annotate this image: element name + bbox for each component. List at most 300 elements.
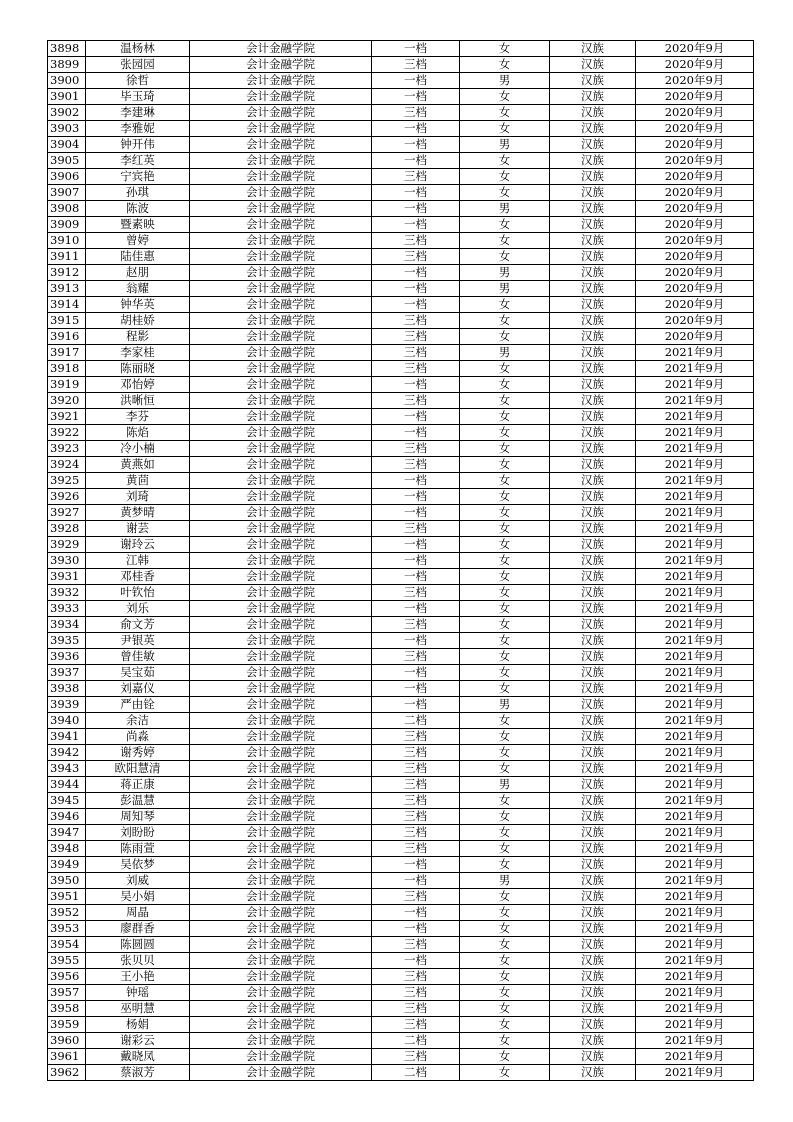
- grade-cell: 一档: [372, 921, 460, 937]
- department-cell: 会计金融学院: [190, 281, 372, 297]
- enrollment-cell: 2021年9月: [636, 361, 754, 377]
- gender-cell: 女: [460, 121, 550, 137]
- grade-cell: 三档: [372, 441, 460, 457]
- enrollment-cell: 2021年9月: [636, 441, 754, 457]
- gender-cell: 男: [460, 137, 550, 153]
- gender-cell: 女: [460, 1049, 550, 1065]
- gender-cell: 女: [460, 537, 550, 553]
- enrollment-cell: 2020年9月: [636, 57, 754, 73]
- ethnicity-cell: 汉族: [550, 697, 636, 713]
- grade-cell: 一档: [372, 281, 460, 297]
- department-cell: 会计金融学院: [190, 297, 372, 313]
- table-row: [48, 713, 754, 729]
- gender-cell: 女: [460, 585, 550, 601]
- name-cell: 毕玉琦: [86, 89, 190, 105]
- ethnicity-cell: 汉族: [550, 137, 636, 153]
- id-cell: 3904: [48, 137, 86, 153]
- enrollment-cell: 2021年9月: [636, 697, 754, 713]
- enrollment-cell: 2021年9月: [636, 761, 754, 777]
- table-row: [48, 233, 754, 249]
- grade-cell: 三档: [372, 169, 460, 185]
- name-cell: 陈波: [86, 201, 190, 217]
- name-cell: 邓怡婷: [86, 377, 190, 393]
- department-cell: 会计金融学院: [190, 329, 372, 345]
- id-cell: 3937: [48, 665, 86, 681]
- grade-cell: 一档: [372, 665, 460, 681]
- enrollment-cell: 2021年9月: [636, 665, 754, 681]
- department-cell: 会计金融学院: [190, 377, 372, 393]
- ethnicity-cell: 汉族: [550, 201, 636, 217]
- enrollment-cell: 2021年9月: [636, 777, 754, 793]
- ethnicity-cell: 汉族: [550, 505, 636, 521]
- enrollment-cell: 2021年9月: [636, 857, 754, 873]
- grade-cell: 一档: [372, 905, 460, 921]
- table-row: [48, 1017, 754, 1033]
- gender-cell: 女: [460, 857, 550, 873]
- enrollment-cell: 2021年9月: [636, 393, 754, 409]
- department-cell: 会计金融学院: [190, 953, 372, 969]
- department-cell: 会计金融学院: [190, 537, 372, 553]
- grade-cell: 三档: [372, 825, 460, 841]
- department-cell: 会计金融学院: [190, 425, 372, 441]
- id-cell: 3925: [48, 473, 86, 489]
- name-cell: 钟开伟: [86, 137, 190, 153]
- table-row: [48, 905, 754, 921]
- ethnicity-cell: 汉族: [550, 169, 636, 185]
- department-cell: 会计金融学院: [190, 841, 372, 857]
- enrollment-cell: 2021年9月: [636, 409, 754, 425]
- grade-cell: 三档: [372, 585, 460, 601]
- ethnicity-cell: 汉族: [550, 105, 636, 121]
- gender-cell: 女: [460, 921, 550, 937]
- ethnicity-cell: 汉族: [550, 489, 636, 505]
- enrollment-cell: 2021年9月: [636, 809, 754, 825]
- gender-cell: 女: [460, 153, 550, 169]
- name-cell: 彭温慧: [86, 793, 190, 809]
- ethnicity-cell: 汉族: [550, 361, 636, 377]
- enrollment-cell: 2021年9月: [636, 969, 754, 985]
- id-cell: 3919: [48, 377, 86, 393]
- ethnicity-cell: 汉族: [550, 617, 636, 633]
- name-cell: 翁耀: [86, 281, 190, 297]
- department-cell: 会计金融学院: [190, 137, 372, 153]
- id-cell: 3905: [48, 153, 86, 169]
- department-cell: 会计金融学院: [190, 825, 372, 841]
- grade-cell: 三档: [372, 393, 460, 409]
- id-cell: 3960: [48, 1033, 86, 1049]
- grade-cell: 三档: [372, 809, 460, 825]
- grade-cell: 三档: [372, 521, 460, 537]
- department-cell: 会计金融学院: [190, 633, 372, 649]
- ethnicity-cell: 汉族: [550, 345, 636, 361]
- grade-cell: 三档: [372, 937, 460, 953]
- department-cell: 会计金融学院: [190, 105, 372, 121]
- enrollment-cell: 2021年9月: [636, 345, 754, 361]
- gender-cell: 女: [460, 297, 550, 313]
- ethnicity-cell: 汉族: [550, 761, 636, 777]
- ethnicity-cell: 汉族: [550, 41, 636, 57]
- id-cell: 3952: [48, 905, 86, 921]
- table-row: [48, 457, 754, 473]
- ethnicity-cell: 汉族: [550, 265, 636, 281]
- department-cell: 会计金融学院: [190, 233, 372, 249]
- grade-cell: 三档: [372, 969, 460, 985]
- name-cell: 张贝贝: [86, 953, 190, 969]
- enrollment-cell: 2021年9月: [636, 729, 754, 745]
- department-cell: 会计金融学院: [190, 1065, 372, 1081]
- gender-cell: 女: [460, 809, 550, 825]
- id-cell: 3932: [48, 585, 86, 601]
- department-cell: 会计金融学院: [190, 57, 372, 73]
- grade-cell: 三档: [372, 889, 460, 905]
- department-cell: 会计金融学院: [190, 889, 372, 905]
- grade-cell: 一档: [372, 633, 460, 649]
- id-cell: 3900: [48, 73, 86, 89]
- ethnicity-cell: 汉族: [550, 1033, 636, 1049]
- department-cell: 会计金融学院: [190, 217, 372, 233]
- grade-cell: 三档: [372, 1049, 460, 1065]
- name-cell: 俞文芳: [86, 617, 190, 633]
- grade-cell: 一档: [372, 185, 460, 201]
- grade-cell: 三档: [372, 457, 460, 473]
- gender-cell: 女: [460, 617, 550, 633]
- name-cell: 李红英: [86, 153, 190, 169]
- grade-cell: 三档: [372, 985, 460, 1001]
- grade-cell: 三档: [372, 233, 460, 249]
- ethnicity-cell: 汉族: [550, 297, 636, 313]
- gender-cell: 女: [460, 393, 550, 409]
- name-cell: 陆佳惠: [86, 249, 190, 265]
- gender-cell: 女: [460, 425, 550, 441]
- department-cell: 会计金融学院: [190, 713, 372, 729]
- ethnicity-cell: 汉族: [550, 1049, 636, 1065]
- name-cell: 徐哲: [86, 73, 190, 89]
- gender-cell: 女: [460, 1065, 550, 1081]
- department-cell: 会计金融学院: [190, 185, 372, 201]
- name-cell: 周晶: [86, 905, 190, 921]
- gender-cell: 女: [460, 793, 550, 809]
- department-cell: 会计金融学院: [190, 681, 372, 697]
- department-cell: 会计金融学院: [190, 985, 372, 1001]
- department-cell: 会计金融学院: [190, 1049, 372, 1065]
- gender-cell: 女: [460, 681, 550, 697]
- id-cell: 3949: [48, 857, 86, 873]
- gender-cell: 女: [460, 1017, 550, 1033]
- name-cell: 李建琳: [86, 105, 190, 121]
- grade-cell: 三档: [372, 1017, 460, 1033]
- name-cell: 黄茴: [86, 473, 190, 489]
- ethnicity-cell: 汉族: [550, 841, 636, 857]
- table-row: [48, 217, 754, 233]
- id-cell: 3943: [48, 761, 86, 777]
- id-cell: 3939: [48, 697, 86, 713]
- gender-cell: 女: [460, 905, 550, 921]
- enrollment-cell: 2021年9月: [636, 633, 754, 649]
- enrollment-cell: 2021年9月: [636, 601, 754, 617]
- name-cell: 廖群香: [86, 921, 190, 937]
- name-cell: 胡桂娇: [86, 313, 190, 329]
- grade-cell: 三档: [372, 329, 460, 345]
- enrollment-cell: 2021年9月: [636, 889, 754, 905]
- name-cell: 冷小楠: [86, 441, 190, 457]
- grade-cell: 一档: [372, 217, 460, 233]
- grade-cell: 三档: [372, 313, 460, 329]
- table-row: [48, 153, 754, 169]
- enrollment-cell: 2021年9月: [636, 1033, 754, 1049]
- department-cell: 会计金融学院: [190, 873, 372, 889]
- gender-cell: 女: [460, 185, 550, 201]
- name-cell: 严由铨: [86, 697, 190, 713]
- gender-cell: 女: [460, 473, 550, 489]
- gender-cell: 女: [460, 361, 550, 377]
- name-cell: 邓桂香: [86, 569, 190, 585]
- department-cell: 会计金融学院: [190, 201, 372, 217]
- enrollment-cell: 2021年9月: [636, 553, 754, 569]
- name-cell: 刘盼盼: [86, 825, 190, 841]
- ethnicity-cell: 汉族: [550, 281, 636, 297]
- table-row: [48, 377, 754, 393]
- department-cell: 会计金融学院: [190, 1033, 372, 1049]
- department-cell: 会计金融学院: [190, 665, 372, 681]
- table-row: [48, 681, 754, 697]
- name-cell: 陈焰: [86, 425, 190, 441]
- gender-cell: 女: [460, 889, 550, 905]
- department-cell: 会计金融学院: [190, 553, 372, 569]
- gender-cell: 女: [460, 457, 550, 473]
- table-row: [48, 873, 754, 889]
- name-cell: 杨娟: [86, 1017, 190, 1033]
- ethnicity-cell: 汉族: [550, 57, 636, 73]
- ethnicity-cell: 汉族: [550, 313, 636, 329]
- enrollment-cell: 2021年9月: [636, 1065, 754, 1081]
- table-row: [48, 1049, 754, 1065]
- name-cell: 曾佳敏: [86, 649, 190, 665]
- id-cell: 3926: [48, 489, 86, 505]
- ethnicity-cell: 汉族: [550, 89, 636, 105]
- gender-cell: 女: [460, 249, 550, 265]
- enrollment-cell: 2021年9月: [636, 505, 754, 521]
- id-cell: 3958: [48, 1001, 86, 1017]
- table-row: [48, 201, 754, 217]
- department-cell: 会计金融学院: [190, 585, 372, 601]
- enrollment-cell: 2021年9月: [636, 537, 754, 553]
- enrollment-cell: 2020年9月: [636, 137, 754, 153]
- id-cell: 3929: [48, 537, 86, 553]
- table-row: [48, 41, 754, 57]
- department-cell: 会计金融学院: [190, 969, 372, 985]
- gender-cell: 女: [460, 41, 550, 57]
- table-row: [48, 1065, 754, 1081]
- gender-cell: 女: [460, 233, 550, 249]
- department-cell: 会计金融学院: [190, 473, 372, 489]
- id-cell: 3916: [48, 329, 86, 345]
- department-cell: 会计金融学院: [190, 649, 372, 665]
- id-cell: 3902: [48, 105, 86, 121]
- ethnicity-cell: 汉族: [550, 1017, 636, 1033]
- gender-cell: 女: [460, 377, 550, 393]
- enrollment-cell: 2020年9月: [636, 329, 754, 345]
- id-cell: 3940: [48, 713, 86, 729]
- gender-cell: 女: [460, 329, 550, 345]
- gender-cell: 女: [460, 953, 550, 969]
- department-cell: 会计金融学院: [190, 457, 372, 473]
- enrollment-cell: 2021年9月: [636, 457, 754, 473]
- enrollment-cell: 2021年9月: [636, 745, 754, 761]
- grade-cell: 一档: [372, 681, 460, 697]
- student-list-table: [47, 40, 754, 1081]
- ethnicity-cell: 汉族: [550, 537, 636, 553]
- table-row: [48, 121, 754, 137]
- grade-cell: 一档: [372, 537, 460, 553]
- ethnicity-cell: 汉族: [550, 601, 636, 617]
- name-cell: 吴小娟: [86, 889, 190, 905]
- gender-cell: 女: [460, 761, 550, 777]
- gender-cell: 女: [460, 105, 550, 121]
- grade-cell: 三档: [372, 793, 460, 809]
- name-cell: 孙琪: [86, 185, 190, 201]
- name-cell: 谢彩云: [86, 1033, 190, 1049]
- table-row: [48, 345, 754, 361]
- name-cell: 陈雨萱: [86, 841, 190, 857]
- enrollment-cell: 2020年9月: [636, 217, 754, 233]
- gender-cell: 女: [460, 169, 550, 185]
- table-row: [48, 969, 754, 985]
- ethnicity-cell: 汉族: [550, 585, 636, 601]
- id-cell: 3950: [48, 873, 86, 889]
- table-row: [48, 649, 754, 665]
- id-cell: 3910: [48, 233, 86, 249]
- gender-cell: 女: [460, 521, 550, 537]
- enrollment-cell: 2021年9月: [636, 873, 754, 889]
- gender-cell: 男: [460, 697, 550, 713]
- grade-cell: 三档: [372, 745, 460, 761]
- ethnicity-cell: 汉族: [550, 1065, 636, 1081]
- name-cell: 巫明慧: [86, 1001, 190, 1017]
- table-row: [48, 137, 754, 153]
- enrollment-cell: 2020年9月: [636, 41, 754, 57]
- grade-cell: 一档: [372, 297, 460, 313]
- gender-cell: 女: [460, 57, 550, 73]
- table-row: [48, 745, 754, 761]
- name-cell: 陈丽晓: [86, 361, 190, 377]
- enrollment-cell: 2020年9月: [636, 249, 754, 265]
- ethnicity-cell: 汉族: [550, 889, 636, 905]
- table-row: [48, 185, 754, 201]
- id-cell: 3915: [48, 313, 86, 329]
- ethnicity-cell: 汉族: [550, 665, 636, 681]
- table-row: [48, 1001, 754, 1017]
- name-cell: 吴宝茹: [86, 665, 190, 681]
- grade-cell: 三档: [372, 777, 460, 793]
- grade-cell: 一档: [372, 553, 460, 569]
- gender-cell: 女: [460, 89, 550, 105]
- gender-cell: 女: [460, 217, 550, 233]
- table-row: [48, 489, 754, 505]
- ethnicity-cell: 汉族: [550, 377, 636, 393]
- ethnicity-cell: 汉族: [550, 953, 636, 969]
- name-cell: 尚淼: [86, 729, 190, 745]
- ethnicity-cell: 汉族: [550, 681, 636, 697]
- id-cell: 3923: [48, 441, 86, 457]
- grade-cell: 一档: [372, 857, 460, 873]
- table-row: [48, 921, 754, 937]
- table-row: [48, 889, 754, 905]
- ethnicity-cell: 汉族: [550, 633, 636, 649]
- table-row: [48, 393, 754, 409]
- enrollment-cell: 2020年9月: [636, 313, 754, 329]
- enrollment-cell: 2020年9月: [636, 89, 754, 105]
- ethnicity-cell: 汉族: [550, 217, 636, 233]
- grade-cell: 三档: [372, 361, 460, 377]
- table-row: [48, 857, 754, 873]
- grade-cell: 一档: [372, 697, 460, 713]
- id-cell: 3948: [48, 841, 86, 857]
- table-row: [48, 265, 754, 281]
- id-cell: 3962: [48, 1065, 86, 1081]
- id-cell: 3917: [48, 345, 86, 361]
- grade-cell: 一档: [372, 265, 460, 281]
- id-cell: 3914: [48, 297, 86, 313]
- grade-cell: 二档: [372, 1033, 460, 1049]
- enrollment-cell: 2021年9月: [636, 985, 754, 1001]
- name-cell: 尹银英: [86, 633, 190, 649]
- id-cell: 3913: [48, 281, 86, 297]
- enrollment-cell: 2020年9月: [636, 121, 754, 137]
- gender-cell: 女: [460, 601, 550, 617]
- grade-cell: 三档: [372, 57, 460, 73]
- department-cell: 会计金融学院: [190, 793, 372, 809]
- id-cell: 3927: [48, 505, 86, 521]
- gender-cell: 男: [460, 201, 550, 217]
- name-cell: 刘嘉仪: [86, 681, 190, 697]
- id-cell: 3957: [48, 985, 86, 1001]
- ethnicity-cell: 汉族: [550, 425, 636, 441]
- gender-cell: 女: [460, 553, 550, 569]
- ethnicity-cell: 汉族: [550, 649, 636, 665]
- name-cell: 王小艳: [86, 969, 190, 985]
- table-row: [48, 521, 754, 537]
- enrollment-cell: 2021年9月: [636, 649, 754, 665]
- department-cell: 会计金融学院: [190, 505, 372, 521]
- department-cell: 会计金融学院: [190, 729, 372, 745]
- grade-cell: 二档: [372, 1065, 460, 1081]
- department-cell: 会计金融学院: [190, 1017, 372, 1033]
- enrollment-cell: 2021年9月: [636, 953, 754, 969]
- enrollment-cell: 2020年9月: [636, 169, 754, 185]
- ethnicity-cell: 汉族: [550, 233, 636, 249]
- department-cell: 会计金融学院: [190, 249, 372, 265]
- id-cell: 3898: [48, 41, 86, 57]
- id-cell: 3911: [48, 249, 86, 265]
- id-cell: 3955: [48, 953, 86, 969]
- enrollment-cell: 2021年9月: [636, 425, 754, 441]
- name-cell: 程影: [86, 329, 190, 345]
- id-cell: 3934: [48, 617, 86, 633]
- ethnicity-cell: 汉族: [550, 185, 636, 201]
- gender-cell: 女: [460, 441, 550, 457]
- grade-cell: 三档: [372, 761, 460, 777]
- gender-cell: 女: [460, 633, 550, 649]
- enrollment-cell: 2021年9月: [636, 921, 754, 937]
- gender-cell: 女: [460, 505, 550, 521]
- table-row: [48, 313, 754, 329]
- department-cell: 会计金融学院: [190, 121, 372, 137]
- id-cell: 3920: [48, 393, 86, 409]
- name-cell: 刘乐: [86, 601, 190, 617]
- department-cell: 会计金融学院: [190, 809, 372, 825]
- department-cell: 会计金融学院: [190, 313, 372, 329]
- id-cell: 3956: [48, 969, 86, 985]
